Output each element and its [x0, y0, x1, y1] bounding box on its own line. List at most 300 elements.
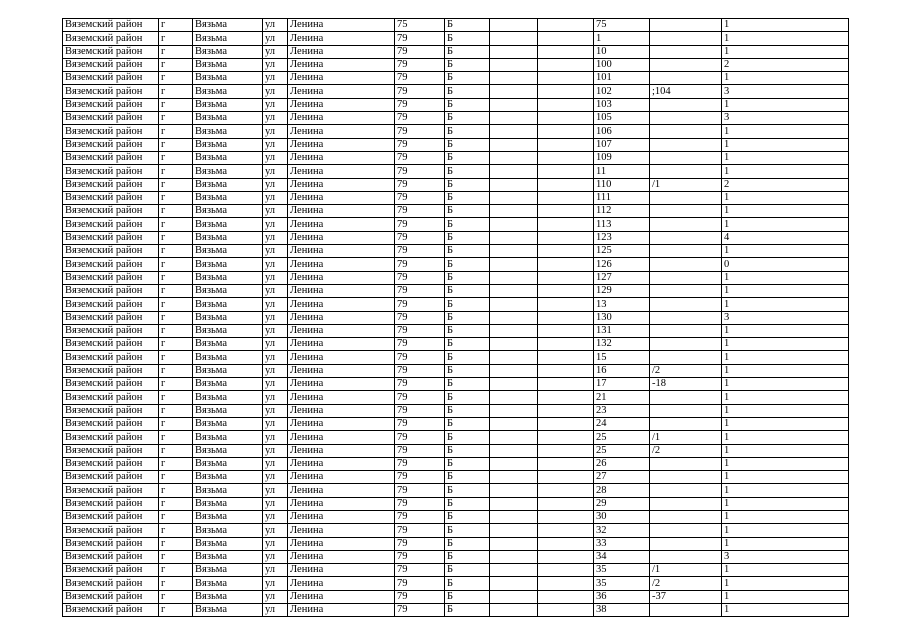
- district-cell: Вяземский район: [63, 165, 159, 178]
- street-type-cell: ул: [263, 98, 288, 111]
- letter-cell: Б: [445, 58, 490, 71]
- street-name-cell: Ленина: [288, 191, 395, 204]
- table-row: [63, 72, 849, 85]
- empty-cell-a: [490, 550, 538, 563]
- number-cell: 79: [395, 378, 445, 391]
- number-cell: 79: [395, 205, 445, 218]
- city-cell: Вязьма: [193, 271, 263, 284]
- empty-cell-a: [490, 351, 538, 364]
- fraction-cell: [650, 284, 722, 297]
- fraction-cell: /1: [650, 431, 722, 444]
- district-cell: Вяземский район: [63, 564, 159, 577]
- house-cell: 131: [594, 324, 650, 337]
- locality-type-cell: г: [159, 564, 193, 577]
- fraction-cell: [650, 19, 722, 32]
- empty-cell-a: [490, 165, 538, 178]
- city-cell: Вязьма: [193, 604, 263, 617]
- count-cell: 1: [722, 72, 849, 85]
- number-cell: 79: [395, 590, 445, 603]
- count-cell: 1: [722, 32, 849, 45]
- empty-cell-b: [538, 444, 594, 457]
- letter-cell: Б: [445, 112, 490, 125]
- street-type-cell: ул: [263, 537, 288, 550]
- count-cell: 3: [722, 550, 849, 563]
- street-type-cell: ул: [263, 444, 288, 457]
- empty-cell-b: [538, 191, 594, 204]
- empty-cell-a: [490, 604, 538, 617]
- count-cell: 1: [722, 604, 849, 617]
- locality-type-cell: г: [159, 231, 193, 244]
- street-type-cell: ул: [263, 577, 288, 590]
- count-cell: 2: [722, 58, 849, 71]
- house-cell: 123: [594, 231, 650, 244]
- house-cell: 25: [594, 431, 650, 444]
- city-cell: Вязьма: [193, 58, 263, 71]
- number-cell: 79: [395, 151, 445, 164]
- district-cell: Вяземский район: [63, 138, 159, 151]
- empty-cell-a: [490, 45, 538, 58]
- count-cell: 3: [722, 112, 849, 125]
- empty-cell-a: [490, 85, 538, 98]
- street-type-cell: ул: [263, 550, 288, 563]
- letter-cell: Б: [445, 151, 490, 164]
- locality-type-cell: г: [159, 98, 193, 111]
- table-row: [63, 98, 849, 111]
- city-cell: Вязьма: [193, 537, 263, 550]
- fraction-cell: [650, 298, 722, 311]
- street-name-cell: Ленина: [288, 165, 395, 178]
- number-cell: 79: [395, 298, 445, 311]
- house-cell: 15: [594, 351, 650, 364]
- fraction-cell: [650, 218, 722, 231]
- letter-cell: Б: [445, 431, 490, 444]
- street-name-cell: Ленина: [288, 364, 395, 377]
- count-cell: 1: [722, 391, 849, 404]
- street-type-cell: ул: [263, 258, 288, 271]
- empty-cell-b: [538, 205, 594, 218]
- district-cell: Вяземский район: [63, 324, 159, 337]
- empty-cell-b: [538, 284, 594, 297]
- street-type-cell: ул: [263, 218, 288, 231]
- city-cell: Вязьма: [193, 311, 263, 324]
- fraction-cell: /2: [650, 444, 722, 457]
- house-cell: 23: [594, 404, 650, 417]
- city-cell: Вязьма: [193, 417, 263, 430]
- city-cell: Вязьма: [193, 138, 263, 151]
- letter-cell: Б: [445, 524, 490, 537]
- district-cell: Вяземский район: [63, 457, 159, 470]
- table-row: [63, 231, 849, 244]
- number-cell: 79: [395, 577, 445, 590]
- empty-cell-a: [490, 484, 538, 497]
- letter-cell: Б: [445, 45, 490, 58]
- locality-type-cell: г: [159, 45, 193, 58]
- count-cell: 1: [722, 457, 849, 470]
- locality-type-cell: г: [159, 524, 193, 537]
- empty-cell-a: [490, 364, 538, 377]
- city-cell: Вязьма: [193, 165, 263, 178]
- street-name-cell: Ленина: [288, 484, 395, 497]
- empty-cell-b: [538, 577, 594, 590]
- district-cell: Вяземский район: [63, 431, 159, 444]
- empty-cell-a: [490, 510, 538, 523]
- count-cell: 1: [722, 577, 849, 590]
- house-cell: 28: [594, 484, 650, 497]
- house-cell: 107: [594, 138, 650, 151]
- district-cell: Вяземский район: [63, 378, 159, 391]
- number-cell: 79: [395, 364, 445, 377]
- count-cell: 1: [722, 298, 849, 311]
- house-cell: 132: [594, 338, 650, 351]
- table-row: [63, 404, 849, 417]
- locality-type-cell: г: [159, 431, 193, 444]
- table-row: [63, 178, 849, 191]
- empty-cell-b: [538, 165, 594, 178]
- letter-cell: Б: [445, 324, 490, 337]
- locality-type-cell: г: [159, 351, 193, 364]
- locality-type-cell: г: [159, 32, 193, 45]
- city-cell: Вязьма: [193, 205, 263, 218]
- street-type-cell: ул: [263, 378, 288, 391]
- city-cell: Вязьма: [193, 151, 263, 164]
- table-row: [63, 484, 849, 497]
- house-cell: 127: [594, 271, 650, 284]
- count-cell: 1: [722, 45, 849, 58]
- house-cell: 27: [594, 471, 650, 484]
- empty-cell-b: [538, 471, 594, 484]
- count-cell: 1: [722, 590, 849, 603]
- number-cell: 79: [395, 484, 445, 497]
- street-type-cell: ул: [263, 151, 288, 164]
- locality-type-cell: г: [159, 378, 193, 391]
- table-row: [63, 364, 849, 377]
- house-cell: 21: [594, 391, 650, 404]
- street-type-cell: ул: [263, 205, 288, 218]
- fraction-cell: [650, 205, 722, 218]
- empty-cell-a: [490, 404, 538, 417]
- house-cell: 10: [594, 45, 650, 58]
- fraction-cell: [650, 351, 722, 364]
- table-row: [63, 564, 849, 577]
- empty-cell-a: [490, 324, 538, 337]
- house-cell: 102: [594, 85, 650, 98]
- district-cell: Вяземский район: [63, 45, 159, 58]
- table-row: [63, 58, 849, 71]
- fraction-cell: [650, 165, 722, 178]
- city-cell: Вязьма: [193, 364, 263, 377]
- table-row: [63, 590, 849, 603]
- house-cell: 129: [594, 284, 650, 297]
- count-cell: 1: [722, 431, 849, 444]
- street-name-cell: Ленина: [288, 444, 395, 457]
- number-cell: 75: [395, 19, 445, 32]
- empty-cell-a: [490, 178, 538, 191]
- table-row: [63, 524, 849, 537]
- locality-type-cell: г: [159, 311, 193, 324]
- locality-type-cell: г: [159, 510, 193, 523]
- letter-cell: Б: [445, 245, 490, 258]
- fraction-cell: /1: [650, 178, 722, 191]
- letter-cell: Б: [445, 417, 490, 430]
- street-type-cell: ул: [263, 471, 288, 484]
- house-cell: 112: [594, 205, 650, 218]
- number-cell: 79: [395, 391, 445, 404]
- house-cell: 100: [594, 58, 650, 71]
- street-type-cell: ул: [263, 324, 288, 337]
- count-cell: 2: [722, 178, 849, 191]
- count-cell: 1: [722, 271, 849, 284]
- street-type-cell: ул: [263, 457, 288, 470]
- letter-cell: Б: [445, 218, 490, 231]
- district-cell: Вяземский район: [63, 577, 159, 590]
- empty-cell-b: [538, 324, 594, 337]
- street-name-cell: Ленина: [288, 590, 395, 603]
- number-cell: 79: [395, 510, 445, 523]
- fraction-cell: [650, 404, 722, 417]
- district-cell: Вяземский район: [63, 271, 159, 284]
- fraction-cell: [650, 457, 722, 470]
- locality-type-cell: г: [159, 484, 193, 497]
- table-row: [63, 577, 849, 590]
- count-cell: 1: [722, 351, 849, 364]
- count-cell: 1: [722, 444, 849, 457]
- street-type-cell: ул: [263, 338, 288, 351]
- district-cell: Вяземский район: [63, 178, 159, 191]
- table-row: [63, 604, 849, 617]
- letter-cell: Б: [445, 590, 490, 603]
- table-row: [63, 32, 849, 45]
- table-row: [63, 338, 849, 351]
- locality-type-cell: г: [159, 125, 193, 138]
- number-cell: 79: [395, 72, 445, 85]
- district-cell: Вяземский район: [63, 72, 159, 85]
- number-cell: 79: [395, 112, 445, 125]
- empty-cell-b: [538, 457, 594, 470]
- fraction-cell: [650, 311, 722, 324]
- count-cell: 1: [722, 191, 849, 204]
- fraction-cell: [650, 125, 722, 138]
- table-row: [63, 298, 849, 311]
- locality-type-cell: г: [159, 72, 193, 85]
- empty-cell-b: [538, 378, 594, 391]
- empty-cell-b: [538, 351, 594, 364]
- street-name-cell: Ленина: [288, 391, 395, 404]
- city-cell: Вязьма: [193, 497, 263, 510]
- city-cell: Вязьма: [193, 45, 263, 58]
- number-cell: 79: [395, 191, 445, 204]
- table-row: [63, 165, 849, 178]
- district-cell: Вяземский район: [63, 191, 159, 204]
- number-cell: 79: [395, 98, 445, 111]
- count-cell: 1: [722, 151, 849, 164]
- house-cell: 13: [594, 298, 650, 311]
- street-type-cell: ул: [263, 245, 288, 258]
- table-row: [63, 19, 849, 32]
- fraction-cell: [650, 471, 722, 484]
- street-name-cell: Ленина: [288, 324, 395, 337]
- fraction-cell: [650, 417, 722, 430]
- house-cell: 33: [594, 537, 650, 550]
- count-cell: 1: [722, 218, 849, 231]
- empty-cell-b: [538, 391, 594, 404]
- district-cell: Вяземский район: [63, 245, 159, 258]
- locality-type-cell: г: [159, 471, 193, 484]
- street-name-cell: Ленина: [288, 72, 395, 85]
- letter-cell: Б: [445, 271, 490, 284]
- street-type-cell: ул: [263, 284, 288, 297]
- house-cell: 35: [594, 564, 650, 577]
- empty-cell-a: [490, 191, 538, 204]
- locality-type-cell: г: [159, 19, 193, 32]
- street-name-cell: Ленина: [288, 98, 395, 111]
- street-name-cell: Ленина: [288, 417, 395, 430]
- letter-cell: Б: [445, 191, 490, 204]
- district-cell: Вяземский район: [63, 258, 159, 271]
- house-cell: 109: [594, 151, 650, 164]
- empty-cell-a: [490, 537, 538, 550]
- district-cell: Вяземский район: [63, 364, 159, 377]
- house-cell: 103: [594, 98, 650, 111]
- city-cell: Вязьма: [193, 378, 263, 391]
- number-cell: 79: [395, 258, 445, 271]
- district-cell: Вяземский район: [63, 311, 159, 324]
- empty-cell-a: [490, 417, 538, 430]
- street-type-cell: ул: [263, 391, 288, 404]
- city-cell: Вязьма: [193, 32, 263, 45]
- street-name-cell: Ленина: [288, 178, 395, 191]
- empty-cell-b: [538, 125, 594, 138]
- empty-cell-b: [538, 484, 594, 497]
- street-name-cell: Ленина: [288, 218, 395, 231]
- fraction-cell: [650, 524, 722, 537]
- count-cell: 1: [722, 138, 849, 151]
- street-name-cell: Ленина: [288, 537, 395, 550]
- table-row: [63, 258, 849, 271]
- number-cell: 79: [395, 245, 445, 258]
- empty-cell-a: [490, 497, 538, 510]
- street-type-cell: ул: [263, 351, 288, 364]
- fraction-cell: [650, 245, 722, 258]
- empty-cell-b: [538, 271, 594, 284]
- house-cell: 34: [594, 550, 650, 563]
- locality-type-cell: г: [159, 364, 193, 377]
- district-cell: Вяземский район: [63, 590, 159, 603]
- count-cell: 0: [722, 258, 849, 271]
- locality-type-cell: г: [159, 258, 193, 271]
- letter-cell: Б: [445, 98, 490, 111]
- street-name-cell: Ленина: [288, 298, 395, 311]
- city-cell: Вязьма: [193, 72, 263, 85]
- locality-type-cell: г: [159, 404, 193, 417]
- table-row: [63, 85, 849, 98]
- letter-cell: Б: [445, 125, 490, 138]
- district-cell: Вяземский район: [63, 497, 159, 510]
- house-cell: 130: [594, 311, 650, 324]
- street-type-cell: ул: [263, 45, 288, 58]
- letter-cell: Б: [445, 32, 490, 45]
- fraction-cell: [650, 138, 722, 151]
- locality-type-cell: г: [159, 151, 193, 164]
- number-cell: 79: [395, 417, 445, 430]
- letter-cell: Б: [445, 311, 490, 324]
- empty-cell-b: [538, 524, 594, 537]
- city-cell: Вязьма: [193, 431, 263, 444]
- locality-type-cell: г: [159, 324, 193, 337]
- city-cell: Вязьма: [193, 258, 263, 271]
- count-cell: 1: [722, 524, 849, 537]
- fraction-cell: ;104: [650, 85, 722, 98]
- count-cell: 1: [722, 98, 849, 111]
- street-type-cell: ул: [263, 165, 288, 178]
- street-type-cell: ул: [263, 364, 288, 377]
- house-cell: 75: [594, 19, 650, 32]
- city-cell: Вязьма: [193, 550, 263, 563]
- street-type-cell: ул: [263, 19, 288, 32]
- number-cell: 79: [395, 604, 445, 617]
- table-row: [63, 151, 849, 164]
- letter-cell: Б: [445, 205, 490, 218]
- empty-cell-b: [538, 85, 594, 98]
- empty-cell-b: [538, 338, 594, 351]
- empty-cell-a: [490, 378, 538, 391]
- street-name-cell: Ленина: [288, 457, 395, 470]
- count-cell: 1: [722, 510, 849, 523]
- street-type-cell: ул: [263, 431, 288, 444]
- district-cell: Вяземский район: [63, 19, 159, 32]
- district-cell: Вяземский район: [63, 218, 159, 231]
- empty-cell-a: [490, 151, 538, 164]
- empty-cell-a: [490, 564, 538, 577]
- locality-type-cell: г: [159, 245, 193, 258]
- table-row: [63, 550, 849, 563]
- district-cell: Вяземский район: [63, 484, 159, 497]
- street-name-cell: Ленина: [288, 510, 395, 523]
- street-name-cell: Ленина: [288, 524, 395, 537]
- street-type-cell: ул: [263, 417, 288, 430]
- district-cell: Вяземский район: [63, 524, 159, 537]
- empty-cell-b: [538, 98, 594, 111]
- fraction-cell: /2: [650, 364, 722, 377]
- city-cell: Вязьма: [193, 338, 263, 351]
- fraction-cell: [650, 391, 722, 404]
- number-cell: 79: [395, 178, 445, 191]
- empty-cell-b: [538, 404, 594, 417]
- address-table: [62, 18, 849, 617]
- count-cell: 1: [722, 484, 849, 497]
- locality-type-cell: г: [159, 112, 193, 125]
- letter-cell: Б: [445, 577, 490, 590]
- fraction-cell: [650, 510, 722, 523]
- empty-cell-b: [538, 604, 594, 617]
- locality-type-cell: г: [159, 457, 193, 470]
- locality-type-cell: г: [159, 271, 193, 284]
- house-cell: 101: [594, 72, 650, 85]
- district-cell: Вяземский район: [63, 537, 159, 550]
- fraction-cell: [650, 324, 722, 337]
- empty-cell-b: [538, 32, 594, 45]
- locality-type-cell: г: [159, 417, 193, 430]
- count-cell: 3: [722, 85, 849, 98]
- empty-cell-a: [490, 218, 538, 231]
- district-cell: Вяземский район: [63, 444, 159, 457]
- street-type-cell: ул: [263, 231, 288, 244]
- city-cell: Вязьма: [193, 112, 263, 125]
- street-type-cell: ул: [263, 72, 288, 85]
- locality-type-cell: г: [159, 590, 193, 603]
- city-cell: Вязьма: [193, 19, 263, 32]
- fraction-cell: [650, 271, 722, 284]
- empty-cell-b: [538, 364, 594, 377]
